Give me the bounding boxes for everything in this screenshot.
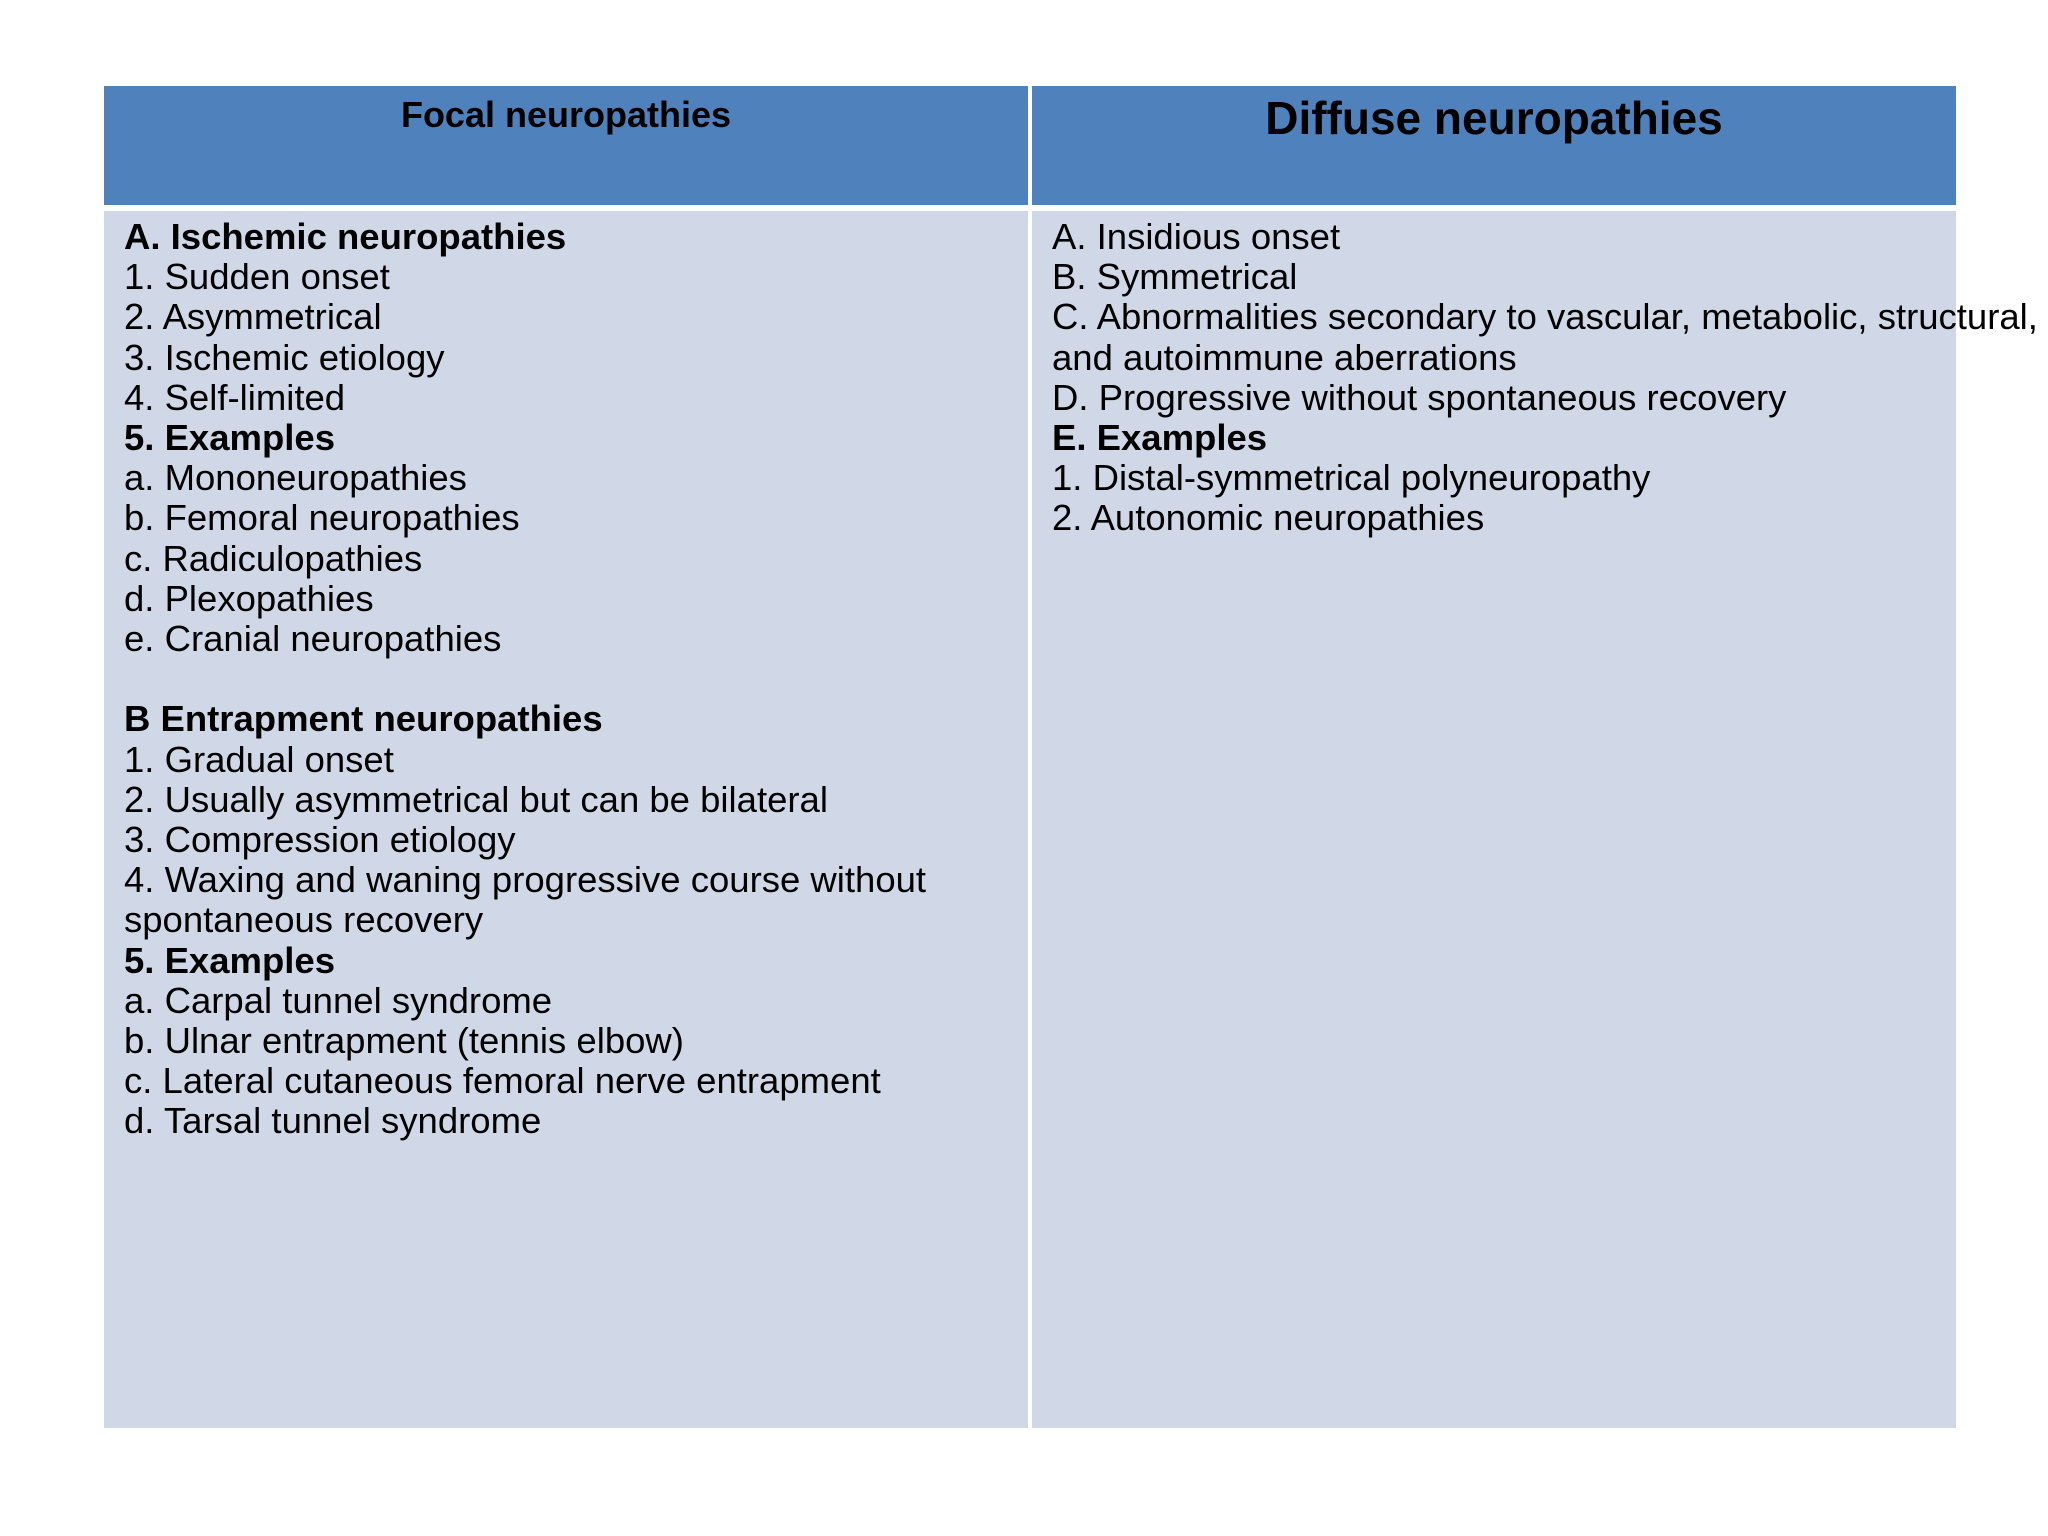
example-item: b. Ulnar entrapment (tennis elbow) (124, 1020, 684, 1062)
list-item: A. Insidious onset (1052, 216, 1341, 257)
list-item: D. Progressive without spontaneous recovery (1052, 376, 1787, 418)
example-item: b. Femoral neuropathies (124, 497, 520, 539)
list-item: 4. Self-limited (124, 376, 346, 418)
section-heading-ischemic: A. Ischemic neuropathies (124, 216, 567, 257)
example-item: a. Carpal tunnel syndrome (124, 979, 553, 1021)
header-focal-label: Focal neuropathies (400, 94, 732, 135)
list-item: 2. Usually asymmetrical but can be bilateral (124, 778, 828, 820)
example-item: c. Radiculopathies (124, 537, 423, 579)
example-item: 1. Distal-symmetrical polyneuropathy (1052, 457, 1651, 499)
examples-heading: E. Examples (1052, 417, 1268, 459)
list-item: 4. Waxing and waning progressive course without spontaneous recovery (124, 859, 927, 941)
list-item: 1. Sudden onset (124, 256, 390, 298)
list-item: and autoimmune aberrations (1052, 336, 1517, 378)
list-item: C. Abnormalities secondary to vascular, metabolic, structural, (1052, 296, 2038, 338)
diffuse-neuropathies-cell (1032, 211, 2038, 1428)
header-focal-neuropathies (104, 86, 1028, 205)
comparison-table (104, 86, 2038, 1428)
list-item: 1. Gradual onset (124, 738, 394, 780)
section-spacer (124, 659, 1008, 699)
header-diffuse-neuropathies (1032, 86, 1956, 205)
section-heading-entrapment: B Entrapment neuropathies (124, 698, 603, 740)
header-diffuse-label: Diffuse neuropathies (1265, 92, 1723, 144)
list-item: 3. Compression etiology (124, 819, 516, 861)
list-item: 3. Ischemic etiology (124, 336, 445, 378)
example-item: a. Mononeuropathies (124, 457, 467, 499)
examples-heading: 5. Examples (124, 417, 336, 459)
example-item: e. Cranial neuropathies (124, 618, 502, 660)
examples-heading: 5. Examples (124, 939, 336, 981)
example-item: c. Lateral cutaneous femoral nerve entrapment (124, 1060, 881, 1102)
list-item: 2. Asymmetrical (124, 296, 382, 338)
list-item: B. Symmetrical (1052, 256, 1298, 298)
example-item: d. Plexopathies (124, 577, 374, 619)
example-item: 2. Autonomic neuropathies (1052, 497, 1485, 539)
example-item: d. Tarsal tunnel syndrome (124, 1100, 542, 1142)
focal-neuropathies-cell (104, 211, 1028, 1428)
